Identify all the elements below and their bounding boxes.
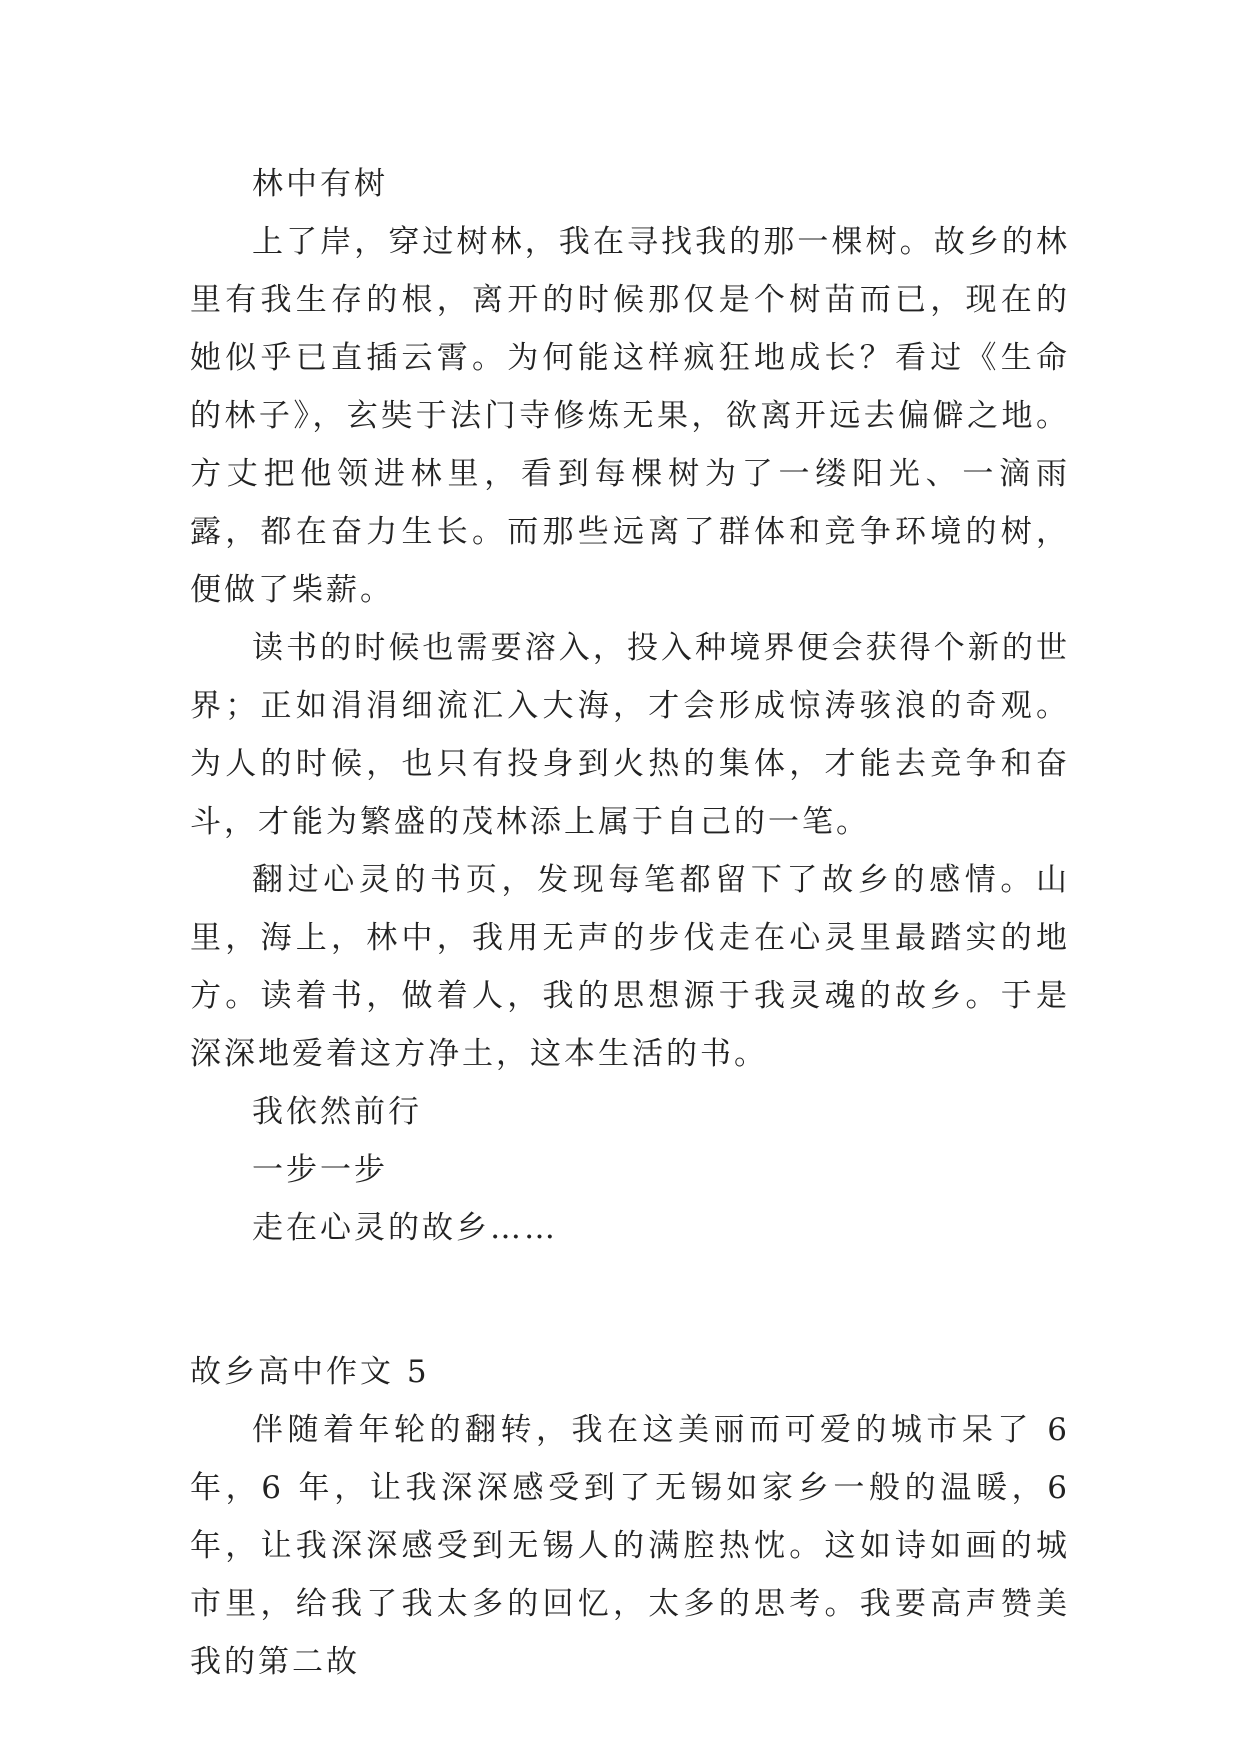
poem-line: 我依然前行 <box>252 1094 422 1130</box>
section-title: 林中有树 <box>252 166 388 202</box>
document-body <box>190 155 1070 1691</box>
poem-line: 走在心灵的故乡…… <box>252 1210 558 1246</box>
paragraph: 伴随着年轮的翻转，我在这美丽而可爱的城市呆了 6 年，6 年，让我深深感受到了无锡如家乡一般的温暖，6 年，让我深深感受到无锡人的满腔热忱。这如诗如画的城市里，给我了我太多的回忆，太多的思考。我要高声赞美我的第二故 <box>190 1412 1070 1680</box>
paragraph: 翻过心灵的书页，发现每笔都留下了故乡的感情。山里，海上，林中，我用无声的步伐走在心灵里最踏实的地方。读着书，做着人，我的思想源于我灵魂的故乡。于是深深地爱着这方净土，这本生活的书。 <box>190 862 1070 1072</box>
essay-heading: 故乡高中作文 5 <box>190 1354 430 1390</box>
poem-line: 一步一步 <box>252 1152 388 1188</box>
paragraph: 上了岸，穿过树林，我在寻找我的那一棵树。故乡的林里有我生存的根，离开的时候那仅是个树苗而已，现在的她似乎已直插云霄。为何能这样疯狂地成长？看过《生命的林子》，玄奘于法门寺修炼无果，欲离开远去偏僻之地。方丈把他领进林里，看到每棵树为了一缕阳光、一滴雨露，都在奋力生长。而那些远离了群体和竞争环境的树，便做了柴薪。 <box>190 224 1070 608</box>
paragraph: 读书的时候也需要溶入，投入种境界便会获得个新的世界；正如涓涓细流汇入大海，才会形成惊涛骇浪的奇观。为人的时候，也只有投身到火热的集体，才能去竞争和奋斗，才能为繁盛的茂林添上属于自己的一笔。 <box>190 630 1070 840</box>
section-gap <box>190 1257 1070 1343</box>
